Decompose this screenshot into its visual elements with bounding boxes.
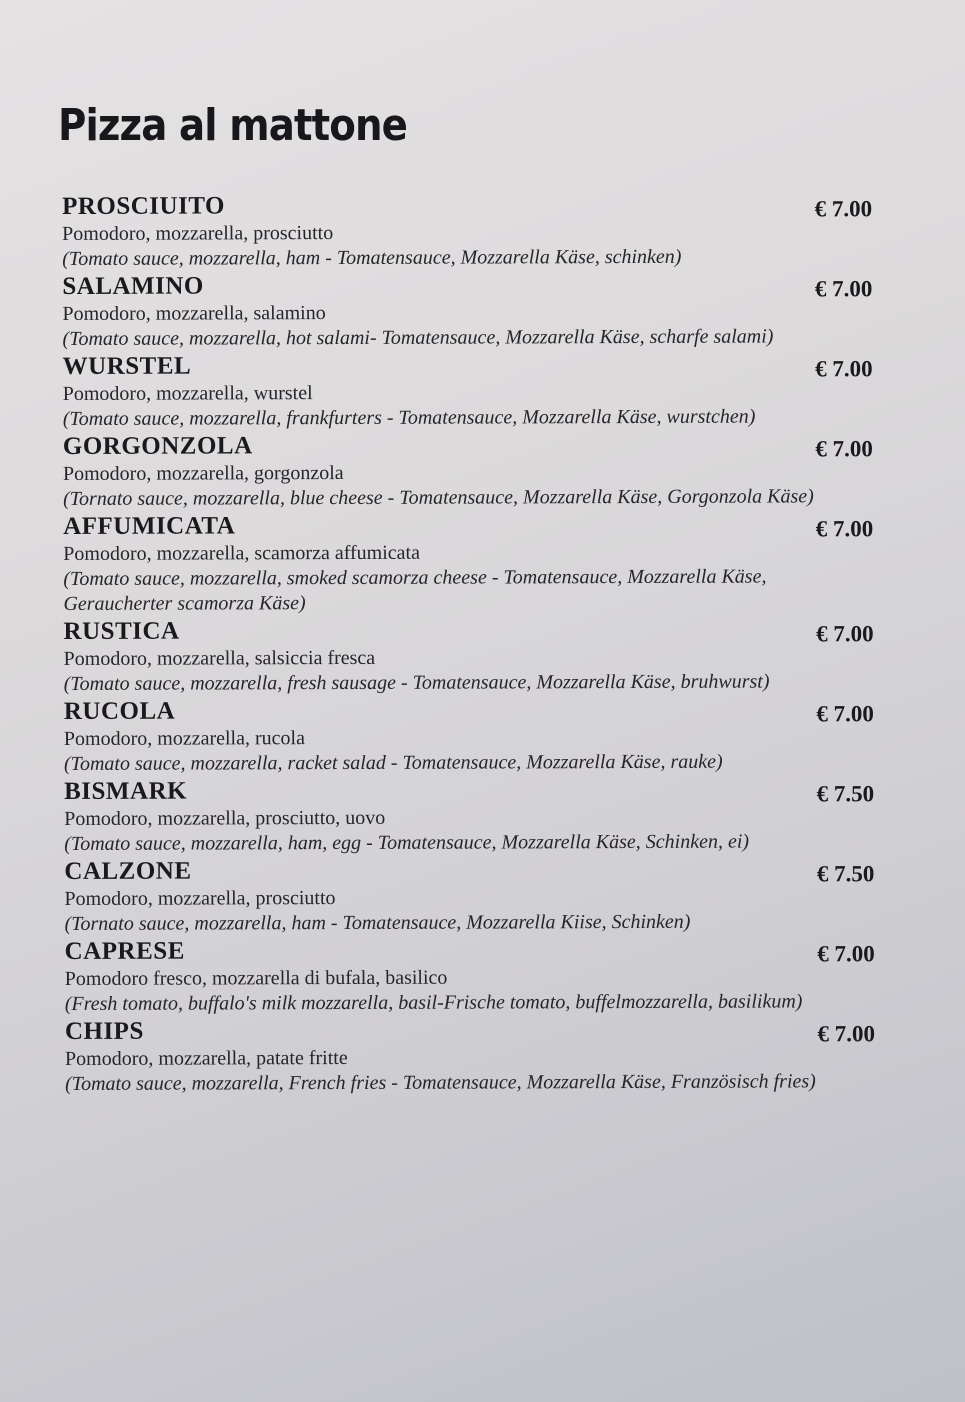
item-price: € 7.00 [814,276,873,302]
menu-item-calzone [64,854,874,937]
menu-item-affumicata [63,509,873,617]
item-price: € 7.00 [815,436,873,462]
item-translation: (Tomato sauce, mozzarella, racket salad - Tomatensauce, Mozzarella Käse, rauke) [63,750,723,775]
item-translation: (Tornato sauce, mozzarella, ham - Tomatensauce, Mozzarella Kiise, Schinken) [64,910,691,935]
menu-item-rustica [63,614,873,697]
item-description: Pomodoro, mozzarella, salamino [62,302,326,325]
item-price: € 7.00 [817,941,875,967]
item-price: € 7.00 [816,621,874,647]
item-description: Pomodoro, mozzarella, scamorza affumicata [63,541,421,565]
item-price: € 7.50 [816,781,875,807]
item-description: Pomodoro, mozzarella, patate fritte [64,1047,348,1070]
item-translation: (Tomato sauce, mozzarella, frankfurters - Tomatensauce, Mozzarella Käse, wurstchen) [62,405,756,430]
menu-item-prosciuito [62,189,872,272]
menu-item-wurstel [63,349,873,432]
item-description: Pomodoro, mozzarella, salsiccia fresca [63,646,376,670]
item-price: € 7.00 [815,516,874,542]
menu-item-chips [65,1014,875,1097]
item-price: € 7.00 [817,1021,875,1047]
item-name: RUSTICA [63,617,180,645]
item-name: GORGONZOLA [62,432,253,460]
item-description: Pomodoro fresco, mozzarella di bufala, basilico [64,966,448,990]
menu-item-salamino [62,269,872,352]
item-price: € 7.00 [814,196,873,222]
item-translation: (Tomato sauce, mozzarella, hot salami- Tomatensauce, Mozzarella Käse, scharfe salami) [62,325,774,350]
item-name: CALZONE [64,857,192,885]
item-description: Pomodoro, mozzarella, prosciutto [62,222,334,245]
item-name: RUCOLA [63,697,176,725]
item-translation: (Tomato sauce, mozzarella, fresh sausage - Tomatensauce, Mozzarella Käse, bruhwurst) [63,670,770,695]
menu-item-caprese [65,934,875,1017]
item-name: PROSCIUITO [62,192,226,220]
item-translation: (Tornato sauce, mozzarella, blue cheese - Tomatensauce, Mozzarella Käse, Gorgonzola Käse) [63,485,814,510]
item-price: € 7.50 [816,861,875,887]
item-translation: (Tomato sauce, mozzarella, French fries - Tomatensauce, Mozzarella Käse, Französisch fries) [65,1070,816,1095]
item-name: BISMARK [64,777,188,805]
menu-item-gorgonzola [63,429,873,512]
item-price: € 7.00 [816,701,874,727]
pizza-list [62,189,875,1097]
item-description: Pomodoro, mozzarella, rucola [63,727,305,750]
menu-item-bismark [64,774,874,857]
item-name: AFFUMICATA [63,512,236,540]
item-name: CHIPS [64,1017,144,1045]
item-price: € 7.00 [815,356,873,382]
item-translation: (Fresh tomato, buffalo's milk mozzarella, basil-Frische tomato, buffelmozzarella, basilikum) [64,990,803,1015]
item-description: Pomodoro, mozzarella, prosciutto, uovo [64,806,386,830]
item-name: WURSTEL [62,352,192,380]
item-translation: (Tomato sauce, mozzarella, ham, egg - Tomatensauce, Mozzarella Käse, Schinken, ei) [64,830,750,855]
item-name: CAPRESE [64,937,185,965]
item-description: Pomodoro, mozzarella, gorgonzola [62,462,344,485]
item-description: Pomodoro, mozzarella, prosciutto [64,887,336,910]
item-description: Pomodoro, mozzarella, wurstel [62,382,313,405]
menu-item-rucola [64,694,874,777]
menu-title: Pizza al mattone [58,100,408,151]
item-translation: (Tomato sauce, mozzarella, ham - Tomatensauce, Mozzarella Käse, schinken) [62,245,682,270]
item-translation: (Tomato sauce, mozzarella, smoked scamorza cheese - Tomatensauce, Mozzarella Käse, Geraucherter scamorza Käse) [63,565,767,615]
item-name: SALAMINO [62,272,204,300]
